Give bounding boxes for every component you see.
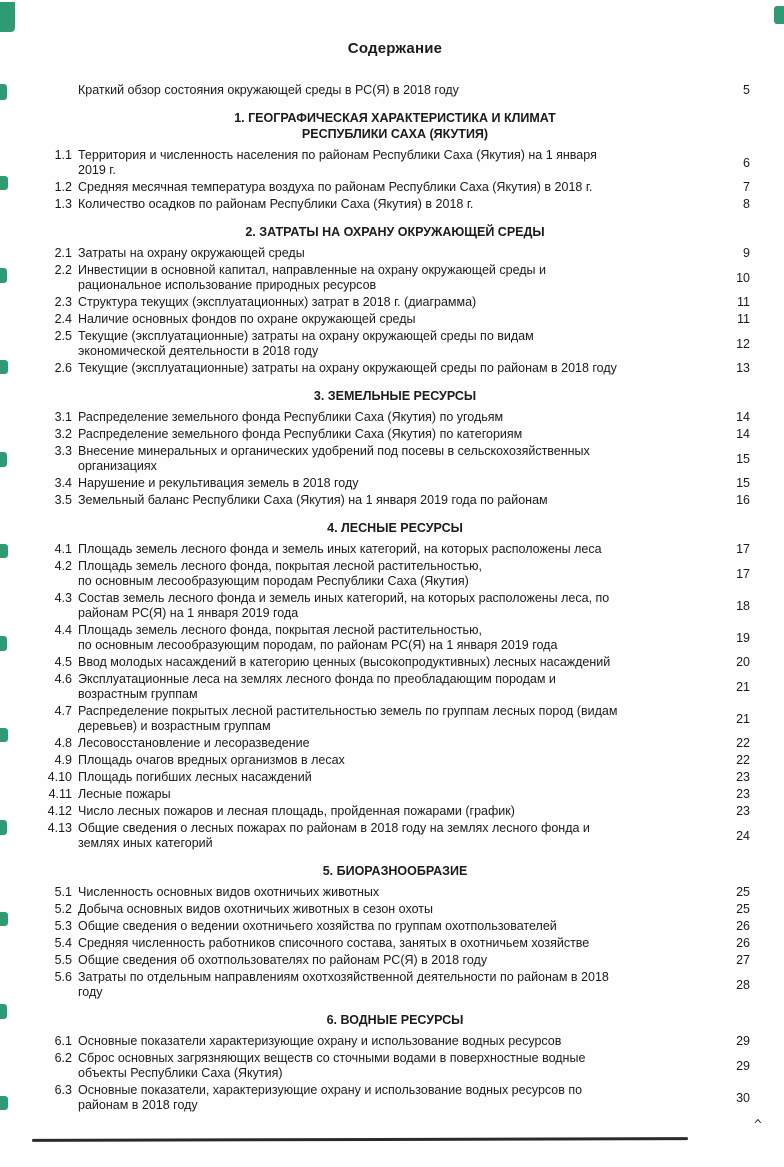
section-heading-line: 4. ЛЕСНЫЕ РЕСУРСЫ: [327, 521, 463, 535]
toc-item-text: Распределение покрытых лесной растительностью земель по группам лесных пород (видам: [78, 704, 618, 718]
toc-item-text-wrap: [78, 655, 716, 670]
toc-item-text: Основные показатели характеризующие охрану и использование водных ресурсов: [78, 1034, 562, 1048]
toc-item-text: Общие сведения о ведении охотничьего хозяйства по группам охотпользователей: [78, 919, 557, 933]
toc-item-text: Текущие (эксплуатационные) затраты на охрану окружающей среды по районам в 2018 году: [78, 361, 617, 375]
toc-item-text: районам в 2018 году: [78, 1098, 198, 1112]
toc-item-text: Эксплуатационные леса на землях лесного фонда по преобладающим породам и: [78, 672, 556, 686]
toc-section: [40, 388, 750, 508]
toc-item-page: 6: [743, 155, 750, 170]
scan-edge-mark: [0, 360, 8, 374]
toc-item-page: 13: [736, 361, 750, 375]
toc-item-number: 1.1: [54, 148, 72, 162]
toc-item-text: Площадь очагов вредных организмов в лесах: [78, 753, 345, 767]
toc-item-text-wrap: [78, 559, 716, 589]
section-heading: [40, 110, 750, 142]
toc-item-page: 18: [736, 598, 750, 613]
toc-item-text-wrap: [78, 83, 716, 98]
toc-item-text: Численность основных видов охотничьих животных: [78, 885, 380, 899]
toc-item-text: районам РС(Я) на 1 января 2019 года: [78, 606, 299, 620]
toc-item-text-wrap: [78, 672, 716, 702]
toc-section: [40, 1012, 750, 1113]
toc-item-number: 4.2: [54, 559, 72, 573]
toc-item-text-wrap: [78, 197, 716, 212]
toc-item-text-wrap: [78, 623, 716, 653]
toc-item-text: Площадь земель лесного фонда и земель иных категорий, на которых расположены леса: [78, 542, 602, 556]
toc-item-number: 4.8: [54, 736, 72, 750]
toc-item-page: 15: [736, 476, 750, 490]
section-heading: [40, 1012, 750, 1028]
toc-item-text: рациональное использование природных ресурсов: [78, 278, 377, 292]
toc-item-page: 22: [736, 736, 750, 750]
toc-item-text: Нарушение и рекультивация земель в 2018 году: [78, 476, 359, 490]
toc-item-page: 20: [736, 655, 750, 669]
toc-item-number: 4.9: [54, 753, 72, 767]
toc-item-text-wrap: [78, 953, 716, 968]
toc-item-page: 17: [736, 542, 750, 556]
toc-item-text: Ввод молодых насаждений в категорию ценных (высокопродуктивных) лесных насаждений: [78, 655, 611, 669]
toc-item-text: Краткий обзор состояния окружающей среды в РС(Я) в 2018 году: [78, 83, 459, 97]
toc-item-page: 26: [736, 936, 750, 950]
toc-item: [40, 919, 750, 934]
toc-item: [40, 936, 750, 951]
toc-item: [40, 1051, 750, 1081]
toc-item: [40, 902, 750, 917]
toc-item-number: 4.3: [54, 591, 72, 605]
toc-intro-entry: [40, 83, 750, 98]
toc-item-number: 3.3: [54, 444, 72, 458]
toc-item-text-wrap: [78, 970, 716, 1000]
toc-item-text: возрастным группам: [78, 687, 198, 701]
toc-item: [40, 542, 750, 557]
toc-item-number: 4.4: [54, 623, 72, 637]
toc-item-text-wrap: [78, 542, 716, 557]
toc-item-text-wrap: [78, 1051, 716, 1081]
toc-item-page: 7: [743, 180, 750, 194]
toc-item-number: 4.7: [54, 704, 72, 718]
scan-edge-mark: [0, 728, 8, 742]
toc-item-text: Площадь земель лесного фонда, покрытая лесной растительностью,: [78, 559, 482, 573]
toc-item-number: 5.2: [54, 902, 72, 916]
toc-item-number: 4.10: [47, 770, 72, 784]
toc-item-text: Число лесных пожаров и лесная площадь, пройденная пожарами (график): [78, 804, 515, 818]
section-heading-line: 5. БИОРАЗНООБРАЗИЕ: [322, 864, 468, 878]
toc-item: [40, 410, 750, 425]
toc-item-text-wrap: [78, 736, 716, 751]
toc-item-page: 23: [736, 770, 750, 784]
toc-item-text-wrap: [78, 936, 716, 951]
toc-item-text: Структура текущих (эксплуатационных) затрат в 2018 г. (диаграмма): [78, 295, 477, 309]
toc-item-number: 2.4: [54, 312, 72, 326]
toc-item-page: 23: [736, 787, 750, 801]
toc-item-text-wrap: [78, 919, 716, 934]
toc-item-text: землях иных категорий: [78, 836, 213, 850]
toc-item-text: Основные показатели, характеризующие охрану и использование водных ресурсов по: [78, 1083, 583, 1097]
toc-item: [40, 148, 750, 178]
toc-section: [40, 520, 750, 851]
toc-item-page: 28: [736, 977, 750, 992]
toc-item-number: 2.5: [54, 329, 72, 343]
section-heading-line: 2. ЗАТРАТЫ НА ОХРАНУ ОКРУЖАЮЩЕЙ СРЕДЫ: [245, 225, 545, 239]
toc-item-number: 2.3: [54, 295, 72, 309]
toc-item-number: 4.1: [54, 542, 72, 556]
toc-item-number: 5.5: [54, 953, 72, 967]
toc-item-text-wrap: [78, 804, 716, 819]
section-heading: [40, 224, 750, 240]
scan-edge-mark: [0, 268, 7, 283]
toc-item-text: Лесные пожары: [78, 787, 171, 801]
toc-item-text: объекты Республики Саха (Якутия): [78, 1066, 283, 1080]
section-heading-line: 3. ЗЕМЕЛЬНЫЕ РЕСУРСЫ: [313, 389, 477, 403]
toc-item-text-wrap: [78, 427, 716, 442]
toc-item-number: 2.6: [54, 361, 72, 375]
toc-item-text: Количество осадков по районам Республики Саха (Якутия) в 2018 г.: [78, 197, 474, 211]
toc-item-text: Наличие основных фондов по охране окружающей среды: [78, 312, 416, 326]
toc-item-page: 22: [736, 753, 750, 767]
toc-item: [40, 736, 750, 751]
section-heading-line: РЕСПУБЛИКИ САХА (ЯКУТИЯ): [301, 127, 489, 141]
toc-item-text-wrap: [78, 770, 716, 785]
toc-item-page: 14: [736, 410, 750, 424]
scan-edge-mark: [0, 1004, 7, 1019]
toc-item-text-wrap: [78, 493, 716, 508]
toc-item-text: Общие сведения о лесных пожарах по районам в 2018 году на землях лесного фонда и: [78, 821, 590, 835]
toc-item-text-wrap: [78, 591, 716, 621]
toc-section: [40, 110, 750, 212]
toc-item-page: 29: [736, 1034, 750, 1048]
toc-item-text: Средняя численность работников списочного состава, занятых в охотничьем хозяйстве: [78, 936, 590, 950]
toc-item-page: 25: [736, 885, 750, 899]
toc-item-page: 25: [736, 902, 750, 916]
toc-item-text: Распределение земельного фонда Республики Саха (Якутия) по категориям: [78, 427, 523, 441]
toc-item-text: по основным лесообразующим породам, по районам РС(Я) на 1 января 2019 года: [78, 638, 558, 652]
toc-item: [40, 1034, 750, 1049]
section-heading: [40, 520, 750, 536]
toc-item-number: 4.5: [54, 655, 72, 669]
toc-item-text-wrap: [78, 1034, 716, 1049]
toc-item-number: 4.11: [48, 787, 72, 801]
toc-item: [40, 263, 750, 293]
toc-item: [40, 804, 750, 819]
toc-item-number: 4.6: [54, 672, 72, 686]
scan-edge-mark: [774, 6, 784, 24]
toc-item-page: 19: [736, 630, 750, 645]
toc-item-text-wrap: [78, 902, 716, 917]
toc-item-page: 14: [736, 427, 750, 441]
scan-edge-mark: [0, 2, 15, 32]
toc-item: [40, 770, 750, 785]
scan-edge-mark: [0, 636, 7, 651]
scan-edge-mark: [0, 176, 8, 190]
scan-edge-mark: [0, 1096, 8, 1110]
toc-item-text-wrap: [78, 1083, 716, 1113]
toc-item: [40, 444, 750, 474]
toc-item: [40, 970, 750, 1000]
toc-item-number: 3.5: [54, 493, 72, 507]
toc-item-number: 4.12: [47, 804, 72, 818]
scan-edge-mark: [0, 544, 8, 558]
toc-item-text-wrap: [78, 329, 716, 359]
toc-item-text-wrap: [78, 444, 716, 474]
toc-item: [40, 623, 750, 653]
toc-item-text: 2019 г.: [78, 163, 116, 177]
toc-item-text-wrap: [78, 361, 716, 376]
toc-item-text-wrap: [78, 295, 716, 310]
toc-item-text: Состав земель лесного фонда и земель иных категорий, на которых расположены леса, по: [78, 591, 610, 605]
toc-item-text: Распределение земельного фонда Республики Саха (Якутия) по угодьям: [78, 410, 504, 424]
toc-item-number: 5.6: [54, 970, 72, 984]
scan-edge-mark: [0, 820, 7, 835]
toc-item-number: 1.3: [54, 197, 72, 211]
scan-edge-mark: [0, 912, 8, 926]
toc-item: [40, 493, 750, 508]
toc-item-number: 6.1: [54, 1034, 72, 1048]
page-title: Содержание: [347, 40, 443, 57]
toc-item-text: Земельный баланс Республики Саха (Якутия) на 1 января 2019 года по районам: [78, 493, 548, 507]
toc-section: [40, 224, 750, 376]
toc-item-page: 5: [743, 83, 750, 97]
toc-item-number: 1.2: [54, 180, 72, 194]
toc-item-number: 6.3: [54, 1083, 72, 1097]
toc-item-number: 5.3: [54, 919, 72, 933]
toc-item: [40, 672, 750, 702]
toc-item-page: 10: [736, 270, 750, 285]
toc-item-text: Текущие (эксплуатационные) затраты на охрану окружающей среды по видам: [78, 329, 534, 343]
toc-item-text: году: [78, 985, 103, 999]
toc-item-number: 3.2: [54, 427, 72, 441]
toc-item-text-wrap: [78, 885, 716, 900]
toc-item: [40, 1083, 750, 1113]
scan-bottom-line: [32, 1137, 688, 1142]
toc-item: [40, 427, 750, 442]
toc-item-page: 26: [736, 919, 750, 933]
toc-item-page: 8: [743, 197, 750, 211]
toc-item: [40, 246, 750, 261]
toc-item-text: Внесение минеральных и органических удобрений под посевы в сельскохозяйственных: [78, 444, 590, 458]
section-heading-line: 6. ВОДНЫЕ РЕСУРСЫ: [326, 1013, 464, 1027]
toc-item-text-wrap: [78, 180, 716, 195]
toc-item: [40, 885, 750, 900]
toc-item-text-wrap: [78, 787, 716, 802]
toc-item-text-wrap: [78, 704, 716, 734]
toc-item-text: Площадь земель лесного фонда, покрытая лесной растительностью,: [78, 623, 482, 637]
scan-edge-mark: [0, 452, 7, 467]
toc-item: [40, 655, 750, 670]
toc-item-text: экономической деятельности в 2018 году: [78, 344, 319, 358]
toc-item-text-wrap: [78, 753, 716, 768]
toc-item-text: Добыча основных видов охотничьих животных в сезон охоты: [78, 902, 433, 916]
toc-item-text: Инвестиции в основной капитал, направленные на охрану окружающей среды и: [78, 263, 546, 277]
toc-item-text-wrap: [78, 148, 716, 178]
toc-item-page: 21: [736, 679, 750, 694]
toc-item-page: 23: [736, 804, 750, 818]
toc-item-text: Площадь погибших лесных насаждений: [78, 770, 312, 784]
toc-item-number: 5.1: [54, 885, 72, 899]
toc-item: [40, 312, 750, 327]
toc-item: [40, 787, 750, 802]
toc-item-page: 24: [736, 828, 750, 843]
toc-item-number: 2.1: [54, 246, 72, 260]
toc-item-text-wrap: [78, 263, 716, 293]
toc-item: [40, 329, 750, 359]
toc-item-number: 2.2: [54, 263, 72, 277]
toc-item-page: 27: [736, 953, 750, 967]
toc-item-page: 30: [736, 1090, 750, 1105]
toc-item-text: Затраты на охрану окружающей среды: [78, 246, 305, 260]
toc-item-text-wrap: [78, 312, 716, 327]
toc-item-page: 29: [736, 1058, 750, 1073]
toc-item-page: 12: [736, 336, 750, 351]
toc-item: [40, 821, 750, 851]
toc-item: [40, 953, 750, 968]
toc-item-text: Средняя месячная температура воздуха по районам Республики Саха (Якутия) в 2018 г.: [78, 180, 593, 194]
toc-item-page: 11: [737, 312, 750, 326]
toc-item: [40, 591, 750, 621]
toc-item: [40, 180, 750, 195]
toc-item: [40, 295, 750, 310]
toc-item-text-wrap: [78, 476, 716, 491]
toc-item-text-wrap: [78, 246, 716, 261]
toc-item: [40, 361, 750, 376]
toc-item-number: 4.13: [47, 821, 72, 835]
scan-edge-mark: [0, 84, 7, 100]
toc-item-text-wrap: [78, 410, 716, 425]
toc-item-page: 16: [736, 493, 750, 507]
toc-item-text: организациях: [78, 459, 157, 473]
toc-item-text: Лесовосстановление и лесоразведение: [78, 736, 310, 750]
toc-item-text: Сброс основных загрязняющих веществ со сточными водами в поверхностные водные: [78, 1051, 586, 1065]
toc-item-text-wrap: [78, 821, 716, 851]
toc-item-text: Общие сведения об охотпользователях по районам РС(Я) в 2018 году: [78, 953, 488, 967]
toc-item-number: 3.4: [54, 476, 72, 490]
toc-section: [40, 863, 750, 1000]
toc-item-page: 17: [736, 566, 750, 581]
toc-item-number: 6.2: [54, 1051, 72, 1065]
section-heading-line: 1. ГЕОГРАФИЧЕСКАЯ ХАРАКТЕРИСТИКА И КЛИМАТ: [234, 111, 556, 125]
toc-item: [40, 476, 750, 491]
toc-sections: [40, 110, 750, 1113]
section-heading: [40, 388, 750, 404]
toc-item-text: Территория и численность населения по районам Республики Саха (Якутия) на 1 января: [78, 148, 597, 162]
toc-item: [40, 704, 750, 734]
toc-item: [40, 753, 750, 768]
toc-item: [40, 559, 750, 589]
toc-item-text: Затраты по отдельным направлениям охотхозяйственной деятельности по районам в 2018: [78, 970, 609, 984]
toc-item-number: 5.4: [54, 936, 72, 950]
toc-item: [40, 197, 750, 212]
toc-item-text: по основным лесообразующим породам Республики Саха (Якутия): [78, 574, 469, 588]
toc-item-number: 3.1: [54, 410, 72, 424]
toc-item-page: 21: [736, 711, 750, 726]
scan-caret-mark: ^: [754, 1118, 762, 1133]
section-heading: [40, 863, 750, 879]
toc-item-page: 9: [743, 246, 750, 260]
toc-item-text: деревьев) и возрастным группам: [78, 719, 271, 733]
toc-item-page: 11: [737, 295, 750, 309]
toc-item-page: 15: [736, 451, 750, 466]
